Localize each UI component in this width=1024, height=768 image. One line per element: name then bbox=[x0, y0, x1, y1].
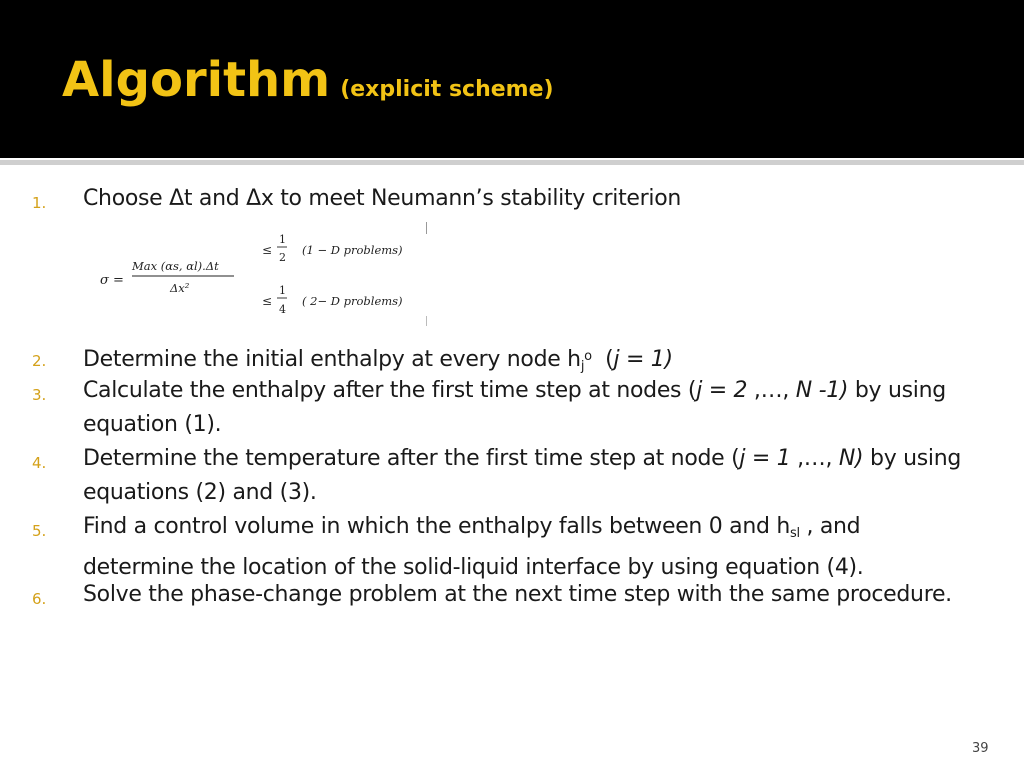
item-text: Find a control volume in which the enthalpy falls between 0 and $h_{sl}$ , and determine the location of the solid-liquid interface by using equation (4). bbox=[83, 514, 864, 580]
svg-text:2: 2 bbox=[279, 251, 286, 264]
svg-text:(1 − D problems): (1 − D problems) bbox=[302, 243, 403, 257]
svg-text:4: 4 bbox=[279, 303, 286, 316]
formula-graphic bbox=[96, 222, 428, 326]
item-text: Calculate the enthalpy after the first time step at nodes (j = 2 ,…, N -1) by using equation (1). bbox=[83, 378, 946, 437]
slide-title bbox=[62, 52, 554, 108]
svg-text:≤: ≤ bbox=[262, 243, 273, 257]
item-text: Choose Δt and Δx to meet Neumann’s stability criterion bbox=[83, 186, 681, 211]
item-number: 3. bbox=[32, 386, 47, 404]
item-number: 1. bbox=[32, 194, 47, 212]
formula-numerator: Max (αs, αl).Δt bbox=[132, 259, 219, 273]
item-number: 4. bbox=[32, 454, 47, 472]
item-number: 6. bbox=[32, 590, 47, 608]
item-text: Determine the initial enthalpy at every node $h_j^o$ (j = 1) bbox=[83, 347, 673, 374]
title-subtitle: (explicit scheme) bbox=[340, 77, 554, 102]
header-divider bbox=[0, 160, 1024, 165]
item-number: 2. bbox=[32, 352, 47, 370]
page-number: 39 bbox=[972, 741, 989, 756]
svg-text:( 2− D problems): ( 2− D problems) bbox=[302, 294, 403, 308]
svg-text:≤: ≤ bbox=[262, 294, 273, 308]
item-number: 5. bbox=[32, 522, 47, 540]
formula-denominator: Δx² bbox=[170, 281, 190, 295]
title-banner bbox=[0, 0, 1024, 158]
formula-lhs: σ = bbox=[100, 273, 124, 288]
title-main: Algorithm bbox=[62, 52, 331, 108]
svg-text:1: 1 bbox=[279, 233, 286, 246]
stability-formula bbox=[96, 222, 428, 326]
item-text: Determine the temperature after the first time step at node (j = 1 ,…, N) by using equations (2) and (3). bbox=[83, 446, 962, 505]
svg-text:1: 1 bbox=[279, 284, 286, 297]
item-text: Solve the phase-change problem at the next time step with the same procedure. bbox=[83, 582, 952, 607]
